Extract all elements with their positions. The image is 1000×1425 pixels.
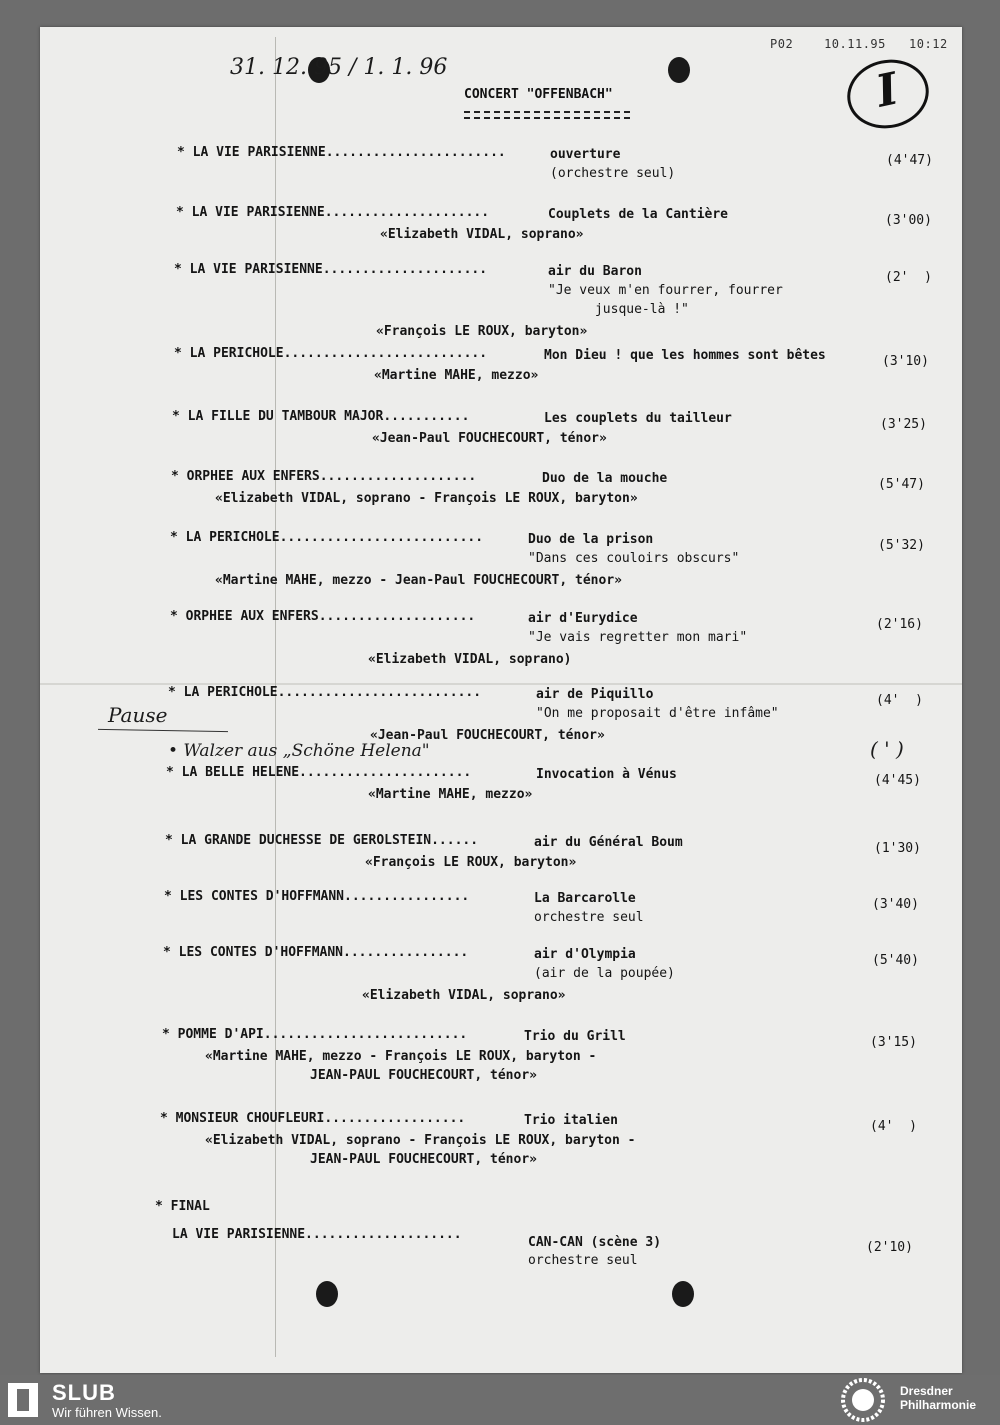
duration: (5'32) [878,538,925,553]
piece-line: Trio du Grill [524,1029,626,1044]
philharmonie-name: Dresdner Philharmonie [900,1384,977,1412]
piece-line: air d'Eurydice [528,611,638,626]
performers: «François LE ROUX, baryton» [365,855,577,870]
piece-line: jusque-là !" [548,302,689,317]
duration: (1'30) [874,841,921,856]
program-sheet [40,27,962,1373]
piece-line: air du Baron [548,264,642,279]
final-label: * FINAL [155,1199,210,1214]
handwritten-insert: • Walzer aus „Schöne Helena" [168,741,430,761]
piece-line: (orchestre seul) [550,166,676,181]
piece-line: Invocation à Vénus [536,767,677,782]
performers: JEAN-PAUL FOUCHECOURT, ténor» [310,1068,537,1083]
duration: (4' ) [870,1119,917,1134]
performers: «Elizabeth VIDAL, soprano» [362,988,566,1003]
work-title: * LA PERICHOLE.......................... [168,685,482,700]
slub-logo-icon [8,1383,38,1417]
duration: (3'15) [870,1035,917,1050]
final-duration: (2'10) [866,1240,913,1255]
program-title: CONCERT "OFFENBACH" [464,87,613,102]
performers: «Martine MAHE, mezzo - Jean-Paul FOUCHECOURT, ténor» [215,573,622,588]
work-title: * LES CONTES D'HOFFMANN................ [164,889,470,904]
piece-line: air de Piquillo [536,687,654,702]
work-title: * LA FILLE DU TAMBOUR MAJOR........... [172,409,470,424]
work-title: * LA PERICHOLE.......................... [170,530,484,545]
punch-hole [672,1281,694,1307]
piece-line: "Dans ces couloirs obscurs" [528,551,740,566]
performers: «Jean-Paul FOUCHECOURT, ténor» [372,431,607,446]
handwritten-date: 31. 12. 95 / 1. 1. 96 [230,55,448,80]
piece-line: "Je veux m'en fourrer, fourrer [548,283,783,298]
roman-numeral-circle: I [841,52,935,136]
work-title: * POMME D'API.......................... [162,1027,468,1042]
philharmonie-logo-icon [840,1377,886,1423]
fax-header: P02 10.11.95 10:12 [770,37,948,51]
work-title: * ORPHEE AUX ENFERS.................... [171,469,477,484]
final-piece-2: orchestre seul [528,1253,638,1268]
piece-line: orchestre seul [534,910,644,925]
footer-bar [0,1375,1000,1425]
title-underline [464,111,630,119]
duration: (4'45) [874,773,921,788]
final-piece-1: CAN-CAN (scène 3) [528,1235,662,1250]
work-title: * LA BELLE HELENE...................... [166,765,472,780]
duration: (4' ) [876,693,923,708]
performers: «Martine MAHE, mezzo - François LE ROUX, baryton - [205,1049,597,1064]
piece-line: Les couplets du tailleur [544,411,732,426]
piece-line: La Barcarolle [534,891,636,906]
piece-line: air d'Olympia [534,947,636,962]
work-title: * LA VIE PARISIENNE....................... [177,145,506,160]
work-title: * LES CONTES D'HOFFMANN................ [163,945,469,960]
work-title: * LA PERICHOLE.......................... [174,346,488,361]
handwritten-pause: Pause [108,703,168,727]
duration: (2'16) [876,617,923,632]
duration: (3'25) [880,417,927,432]
work-title: * ORPHEE AUX ENFERS.................... [170,609,476,624]
punch-hole [668,57,690,83]
performers: «Elizabeth VIDAL, soprano» [380,227,584,242]
piece-line: Duo de la prison [528,532,654,547]
performers: «Jean-Paul FOUCHECOURT, ténor» [370,728,605,743]
piece-line: Mon Dieu ! que les hommes sont bêtes [544,348,826,363]
slub-slogan: Wir führen Wissen. [52,1405,162,1420]
performers: «Martine MAHE, mezzo» [368,787,533,802]
performers: JEAN-PAUL FOUCHECOURT, ténor» [310,1152,537,1167]
handwritten-insert-duration: ( ' ) [870,737,904,761]
performers: «François LE ROUX, baryton» [376,324,588,339]
piece-line: Couplets de la Cantière [548,207,729,222]
piece-line: "Je vais regretter mon mari" [528,630,748,645]
piece-line: "On me proposait d'être infâme" [536,706,779,721]
performers: «Elizabeth VIDAL, soprano - François LE ROUX, baryton» [215,491,638,506]
duration: (5'40) [872,953,919,968]
performers: «Elizabeth VIDAL, soprano) [368,652,572,667]
duration: (2' ) [885,270,932,285]
duration: (3'00) [885,213,932,228]
slub-name: SLUB [52,1380,116,1405]
duration: (4'47) [886,153,933,168]
final-work: LA VIE PARISIENNE.................... [172,1227,462,1242]
duration: (3'40) [872,897,919,912]
performers: «Martine MAHE, mezzo» [374,368,539,383]
work-title: * LA VIE PARISIENNE..................... [176,205,490,220]
pause-underline [98,729,228,732]
work-title: * LA VIE PARISIENNE..................... [174,262,488,277]
performers: «Elizabeth VIDAL, soprano - François LE ROUX, baryton - [205,1133,636,1148]
piece-line: ouverture [550,147,621,162]
work-title: * LA GRANDE DUCHESSE DE GEROLSTEIN...... [165,833,479,848]
duration: (5'47) [878,477,925,492]
piece-line: Duo de la mouche [542,471,668,486]
piece-line: Trio italien [524,1113,618,1128]
work-title: * MONSIEUR CHOUFLEURI.................. [160,1111,466,1126]
punch-hole [316,1281,338,1307]
piece-line: air du Général Boum [534,835,683,850]
duration: (3'10) [882,354,929,369]
piece-line: (air de la poupée) [534,966,675,981]
